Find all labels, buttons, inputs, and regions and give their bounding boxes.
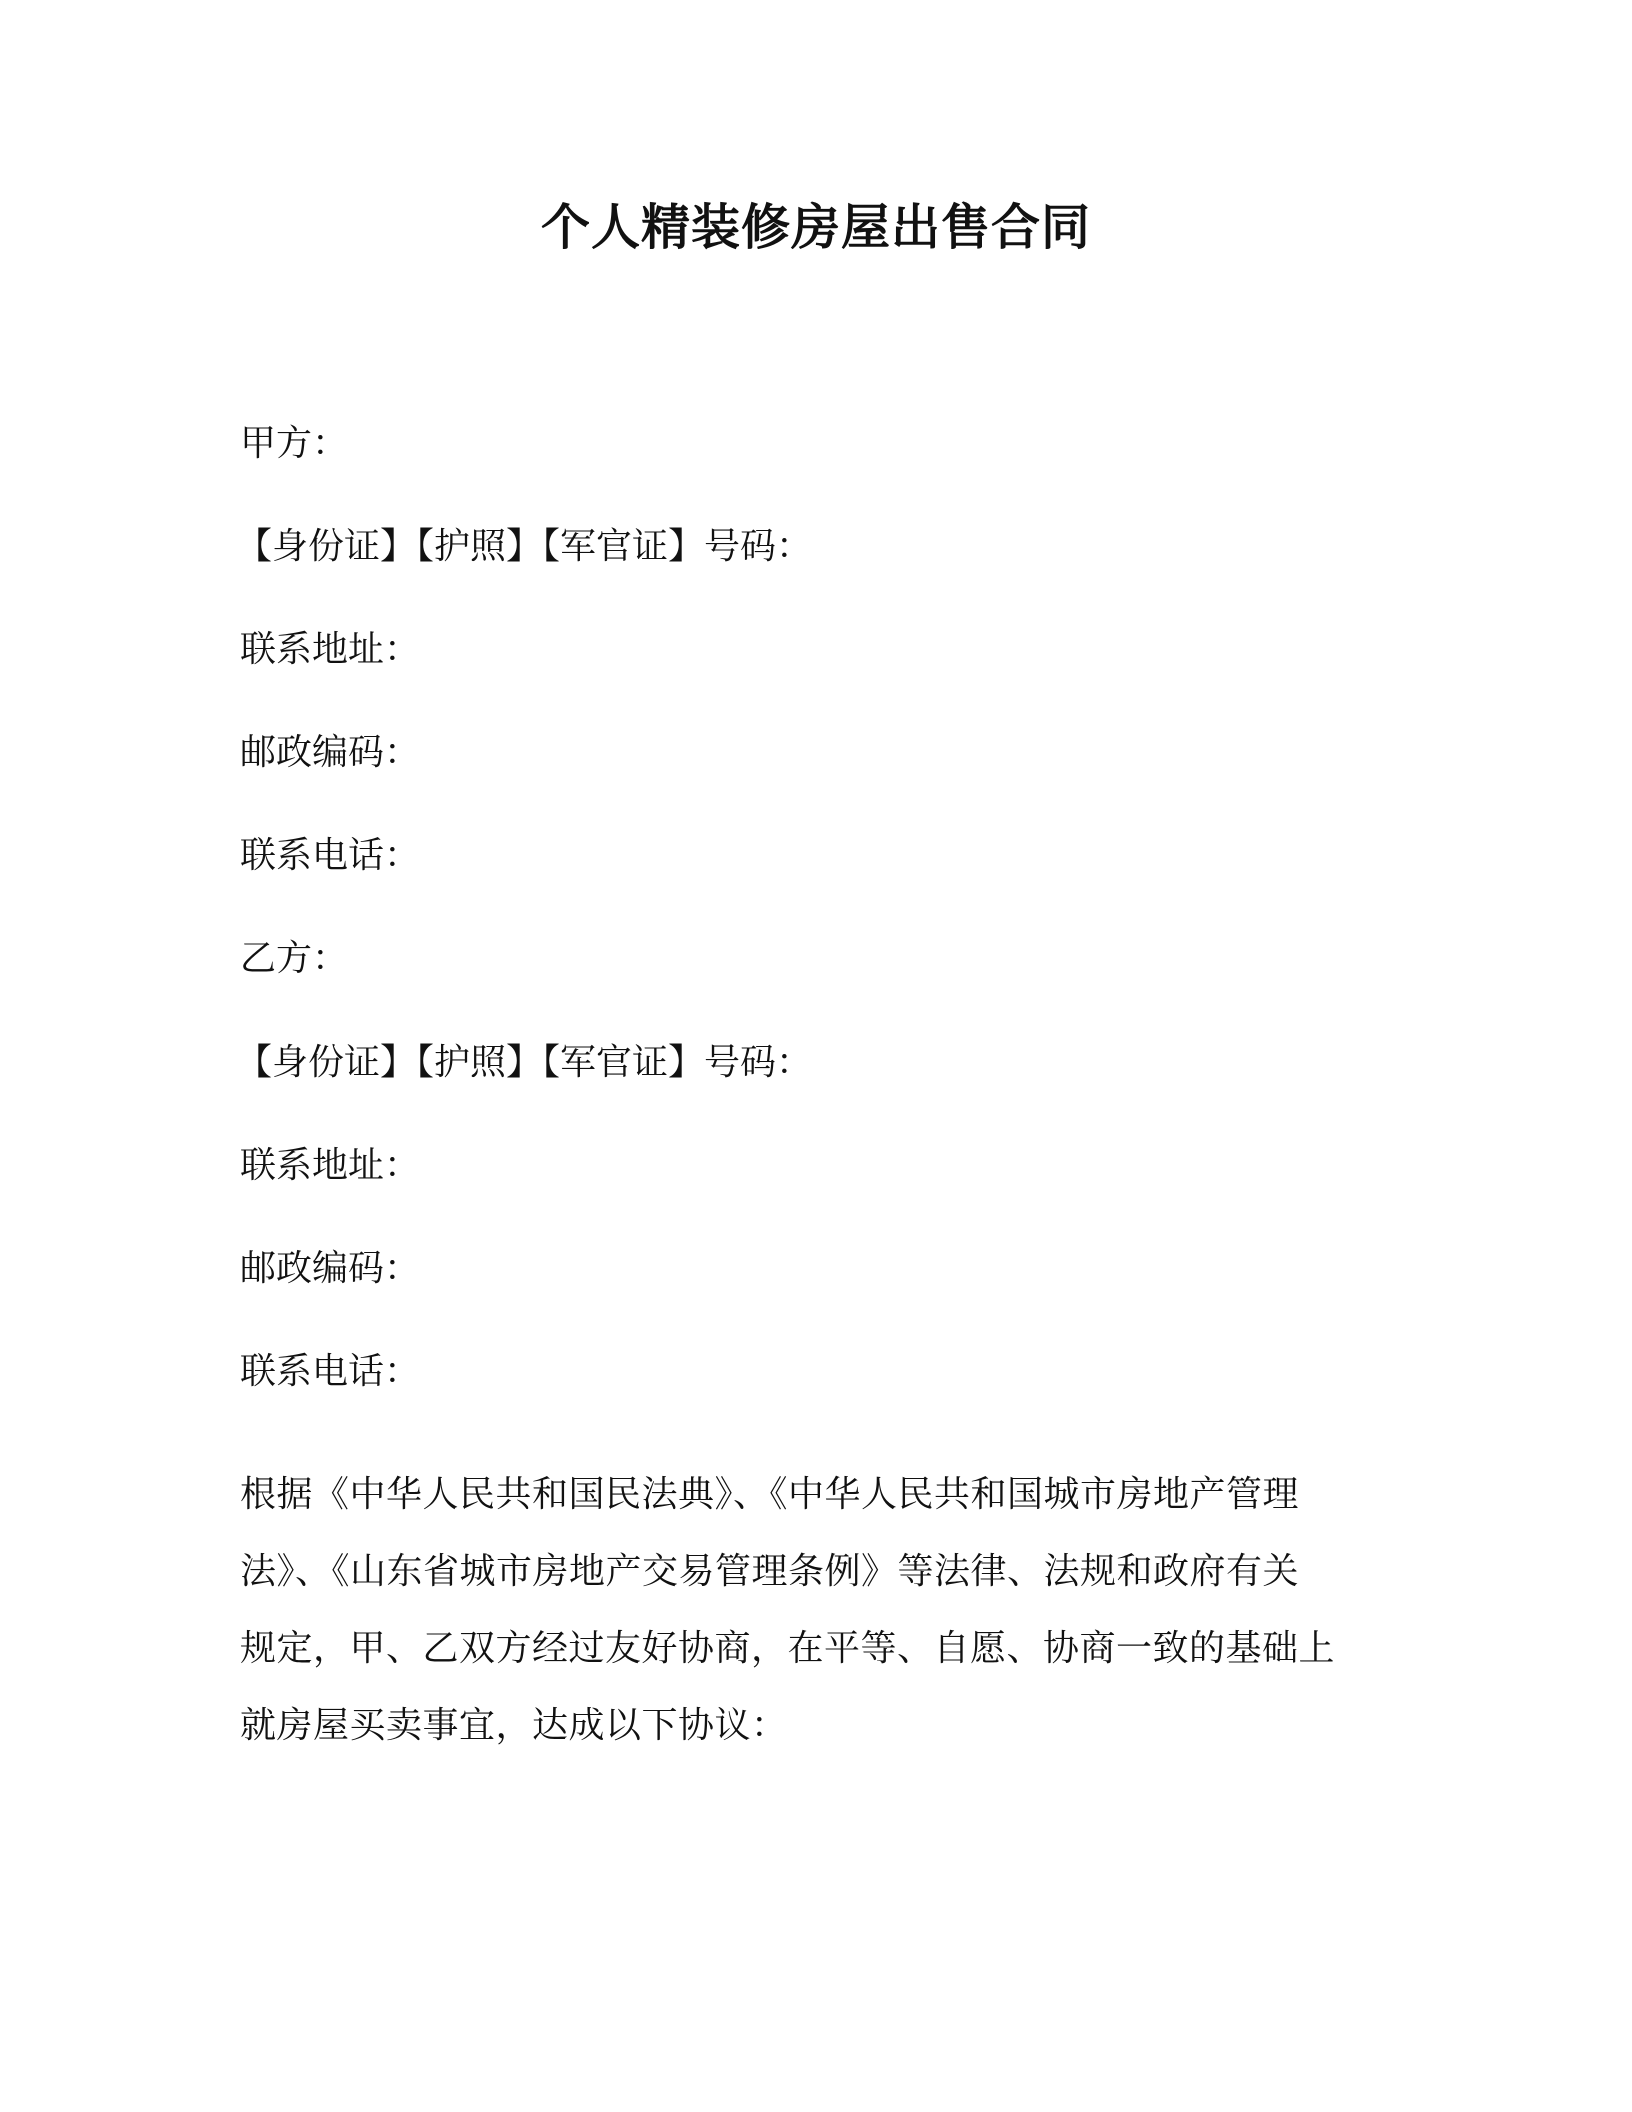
party-a-postcode-label: 邮政编码： bbox=[240, 732, 421, 773]
preamble-line: 法》、《山东省城市房地产交易管理条例》等法律、法规和政府有关 bbox=[240, 1551, 1300, 1592]
party-a-label: 甲方： bbox=[240, 423, 349, 464]
party-a-id-number-label: 【身份证】【护照】【军官证】号码： bbox=[236, 526, 813, 567]
party-a-address-label: 联系地址： bbox=[240, 629, 421, 670]
contract-title: 个人精装修房屋出售合同 bbox=[540, 199, 1091, 256]
party-b-phone-label: 联系电话： bbox=[240, 1351, 421, 1392]
party-b-label: 乙方： bbox=[240, 938, 349, 979]
preamble-line: 规定，甲、乙双方经过友好协商，在平等、自愿、协商一致的基础上 bbox=[240, 1628, 1336, 1669]
party-b-address-label: 联系地址： bbox=[240, 1145, 421, 1186]
preamble-paragraph bbox=[240, 1456, 1372, 1764]
party-a-phone-label: 联系电话： bbox=[240, 835, 421, 876]
preamble-line: 根据《中华人民共和国民法典》、《中华人民共和国城市房地产管理 bbox=[240, 1474, 1300, 1515]
party-b-id-number-label: 【身份证】【护照】【军官证】号码： bbox=[236, 1042, 813, 1083]
party-b-postcode-label: 邮政编码： bbox=[240, 1248, 421, 1289]
preamble-line: 就房屋买卖事宜，达成以下协议： bbox=[240, 1705, 788, 1746]
